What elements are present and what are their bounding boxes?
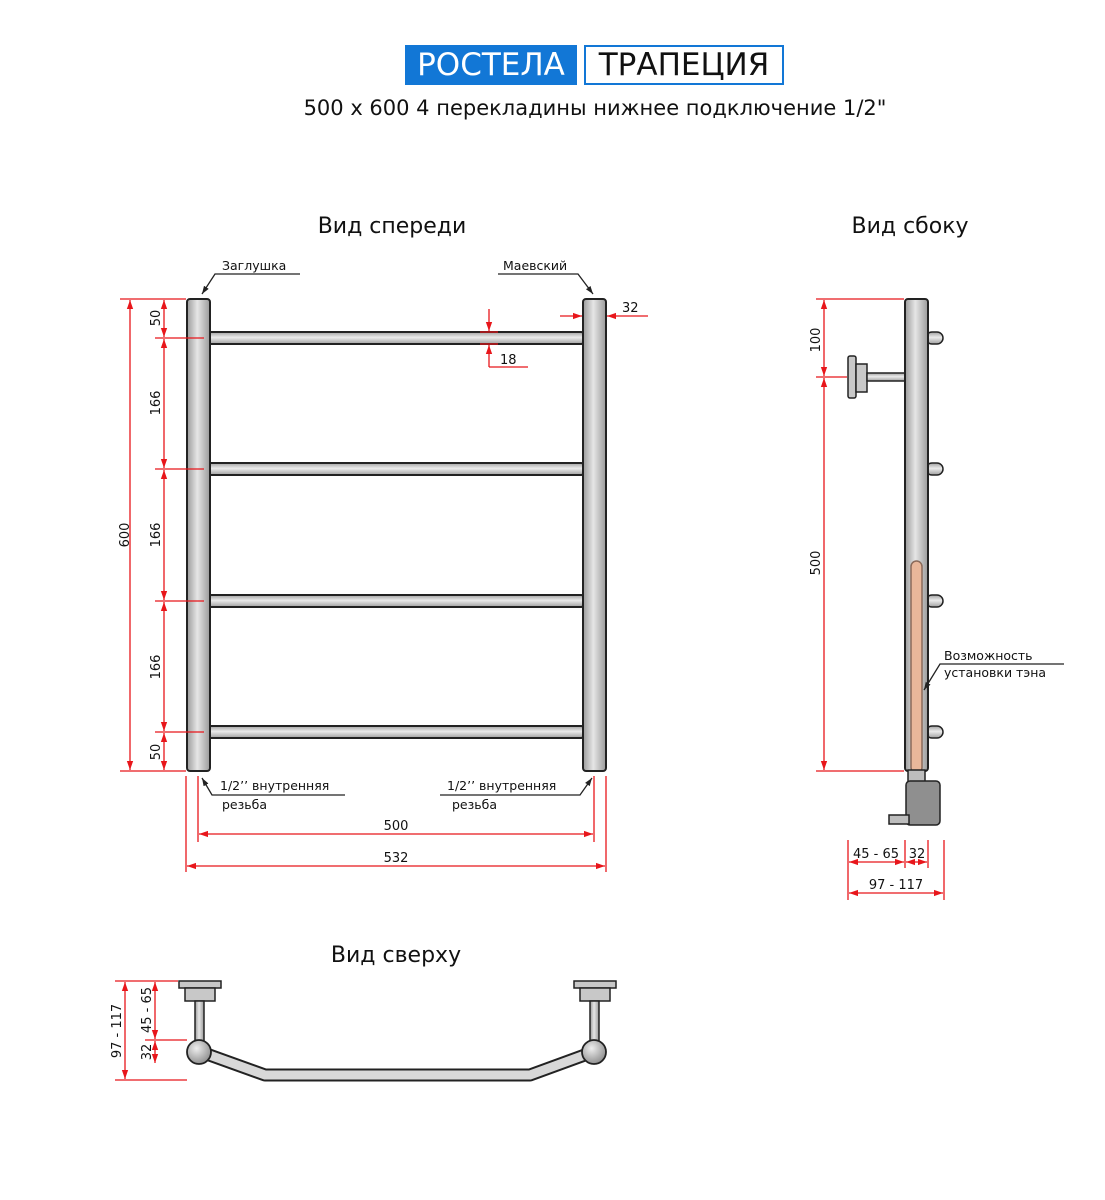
plug-label: Заглушка — [222, 258, 287, 273]
side-dim-wall-offset: 45 - 65 — [852, 847, 900, 862]
mayevsky-label: Маевский — [503, 258, 568, 273]
heater-label-2: установки тэна — [944, 665, 1047, 680]
crossbar-2 — [205, 463, 587, 475]
dim-18-label: 18 — [500, 353, 517, 368]
right-riser-section — [582, 1040, 606, 1064]
right-wall-flange — [574, 981, 616, 988]
wall-flange — [848, 356, 856, 398]
front-view — [118, 258, 648, 872]
crossbar-3 — [205, 595, 587, 607]
dim-top-offset: 50 — [149, 309, 164, 327]
heater-element — [911, 561, 922, 773]
brand-logo: РОСТЕЛА — [405, 45, 577, 85]
top-view — [110, 981, 616, 1080]
heater-collar — [908, 770, 925, 782]
left-riser-tube — [187, 299, 210, 771]
dim-spacing-1: 166 — [149, 390, 164, 416]
side-dim-100: 100 — [809, 327, 824, 353]
front-view-title: Вид спереди — [317, 214, 467, 239]
top-dim-overall: 97 - 117 — [110, 1003, 125, 1059]
side-dim-500: 500 — [809, 550, 824, 576]
heater-control-box — [906, 781, 940, 825]
side-view-title: Вид сбоку — [851, 214, 969, 239]
dim-600-label: 600 — [118, 522, 133, 548]
top-dim-wall-offset: 45 - 65 — [140, 986, 155, 1034]
top-view-title: Вид сверху — [330, 943, 462, 968]
dim-spacing-3: 166 — [149, 654, 164, 680]
dim-532-label: 532 — [383, 851, 409, 866]
bracket-rod — [867, 373, 905, 381]
dim-spacing-2: 166 — [149, 522, 164, 548]
right-bracket-rod — [590, 1001, 599, 1041]
heater-label-1: Возможность — [944, 648, 1033, 663]
dim-32-label: 32 — [622, 301, 639, 316]
crossbar-4 — [205, 726, 587, 738]
thread-right-label-1: 1/2’’ внутренняя — [447, 778, 557, 793]
dim-500-label: 500 — [383, 819, 409, 834]
left-wall-flange — [179, 981, 221, 988]
left-bracket-rod — [195, 1001, 204, 1041]
plug-leader — [202, 274, 300, 294]
heater-plug — [889, 815, 909, 824]
side-view — [809, 299, 1064, 900]
side-dim-overall: 97 - 117 — [868, 878, 924, 893]
thread-left-label-1: 1/2’’ внутренняя — [220, 778, 330, 793]
mayevsky-leader — [498, 274, 593, 294]
crossbar-1 — [205, 332, 587, 344]
thread-right-label-2: резьба — [452, 797, 498, 812]
top-dim-tube: 32 — [140, 1043, 155, 1061]
side-dim-tube: 32 — [908, 847, 926, 862]
dim-bottom-offset: 50 — [149, 743, 164, 761]
bracket-nut — [856, 364, 867, 392]
left-riser-section — [187, 1040, 211, 1064]
right-riser-tube — [583, 299, 606, 771]
thread-left-label-2: резьба — [222, 797, 268, 812]
crossbar-top-view — [201, 1052, 593, 1075]
left-bracket-nut — [185, 988, 215, 1001]
model-name: ТРАПЕЦИЯ — [584, 45, 784, 85]
product-subtitle: 500 x 600 4 перекладины нижнее подключение 1/2" — [303, 96, 887, 120]
right-bracket-nut — [580, 988, 610, 1001]
